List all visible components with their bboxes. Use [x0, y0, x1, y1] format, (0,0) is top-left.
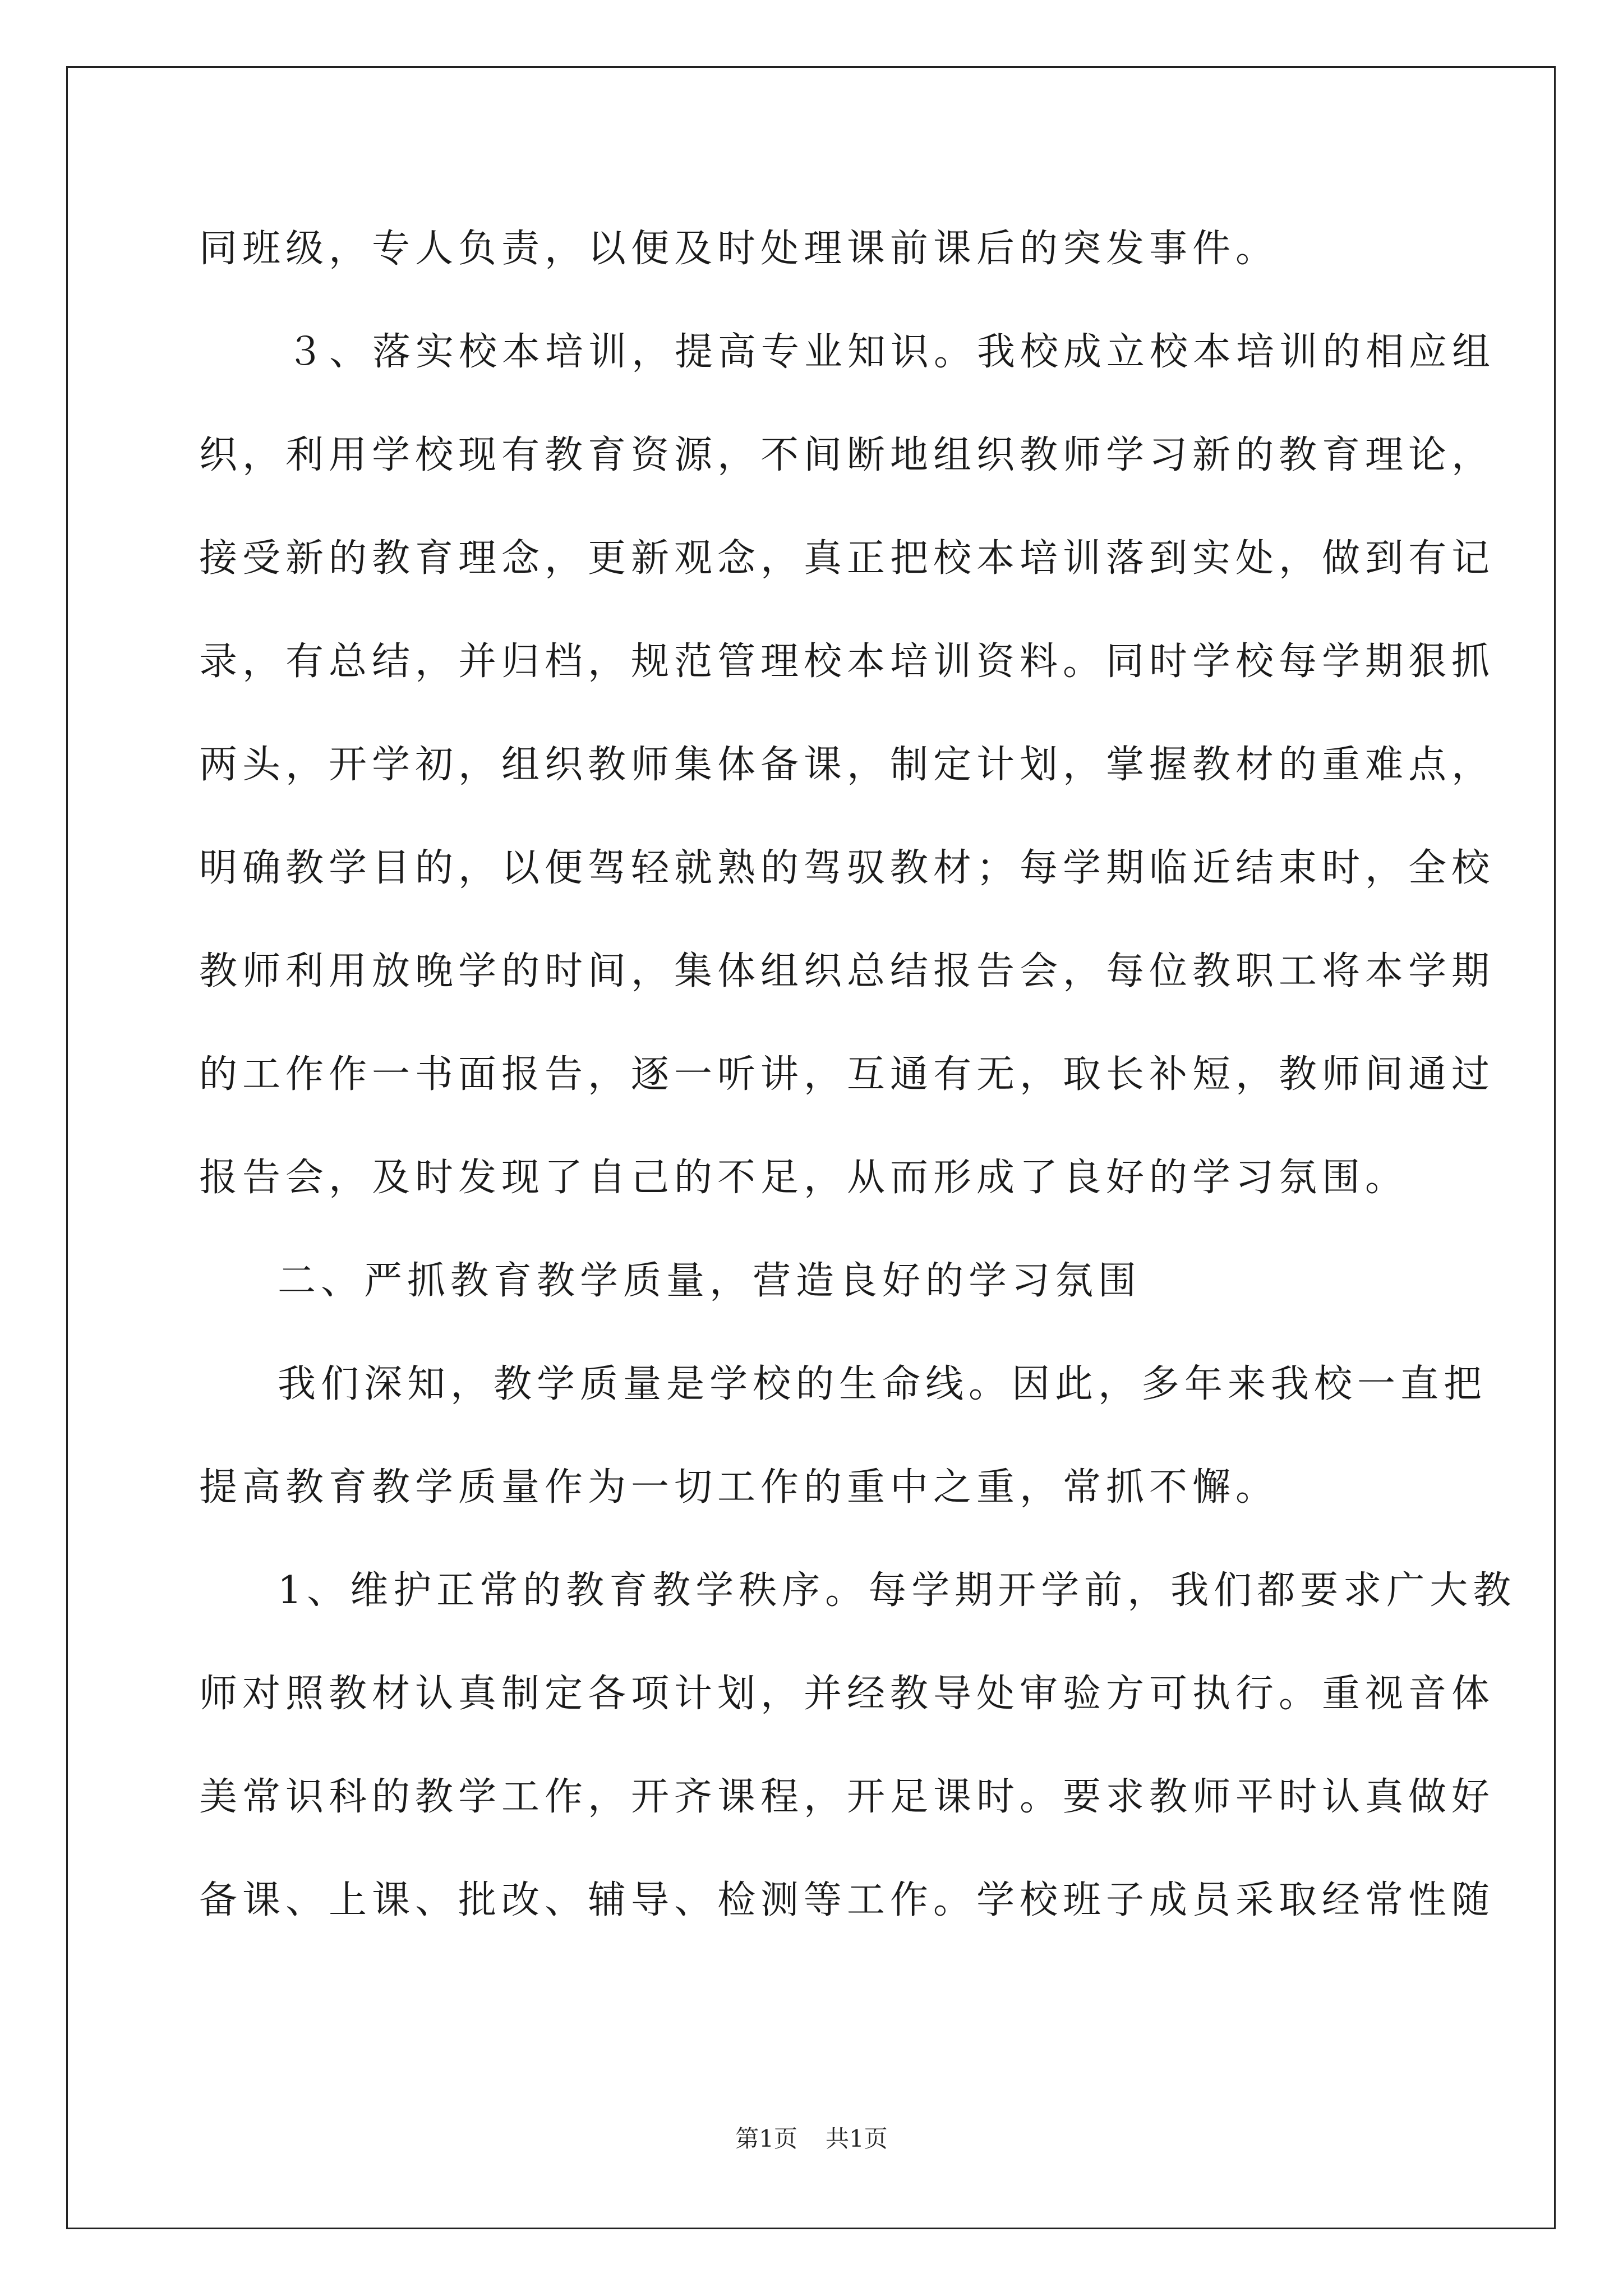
text-line: 明确教学目的，以便驾轻就熟的驾驭教材；每学期临近结束时，全校 — [199, 846, 1495, 890]
page-total: 共1页 — [826, 2125, 888, 2152]
text-line: 教师利用放晚学的时间，集体组织总结报告会，每位教职工将本学期 — [199, 949, 1495, 993]
text-line: 1、维护正常的教育教学秩序。每学期开学前，我们都要求广大教 — [278, 1568, 1516, 1613]
text-line: 提高教育教学质量作为一切工作的重中之重，常抓不懈。 — [199, 1465, 1279, 1510]
page-number: 第1页 — [735, 2125, 797, 2152]
text-line: 织，利用学校现有教育资源，不间断地组织教师学习新的教育理论， — [199, 433, 1495, 477]
text-line: 接受新的教育理念，更新观念，真正把校本培训落到实处，做到有记 — [199, 536, 1495, 581]
text-line: 报告会，及时发现了自己的不足，从而形成了良好的学习氛围。 — [199, 1156, 1409, 1200]
text-line: 同班级，专人负责，以便及时处理课前课后的突发事件。 — [199, 227, 1279, 271]
text-line: ３、落实校本培训，提高专业知识。我校成立校本培训的相应组 — [286, 330, 1496, 374]
text-line: 我们深知，教学质量是学校的生命线。因此，多年来我校一直把 — [278, 1362, 1487, 1406]
text-line: 美常识科的教学工作，开齐课程，开足课时。要求教师平时认真做好 — [199, 1775, 1495, 1819]
text-line: 备课、上课、批改、辅导、检测等工作。学校班子成员采取经常性随 — [199, 1878, 1495, 1922]
text-line: 两头，开学初，组织教师集体备课，制定计划，掌握教材的重难点， — [199, 743, 1495, 787]
text-line: 的工作作一书面报告，逐一听讲，互通有无，取长补短，教师间通过 — [199, 1052, 1495, 1097]
text-line: 师对照教材认真制定各项计划，并经教导处审验方可执行。重视音体 — [199, 1672, 1495, 1716]
document-body — [199, 197, 1516, 1952]
text-line: 录，有总结，并归档，规范管理校本培训资料。同时学校每学期狠抓 — [199, 639, 1495, 684]
page-footer — [0, 2120, 1623, 2154]
section-heading: 二、严抓教育教学质量，营造良好的学习氛围 — [278, 1259, 1142, 1303]
